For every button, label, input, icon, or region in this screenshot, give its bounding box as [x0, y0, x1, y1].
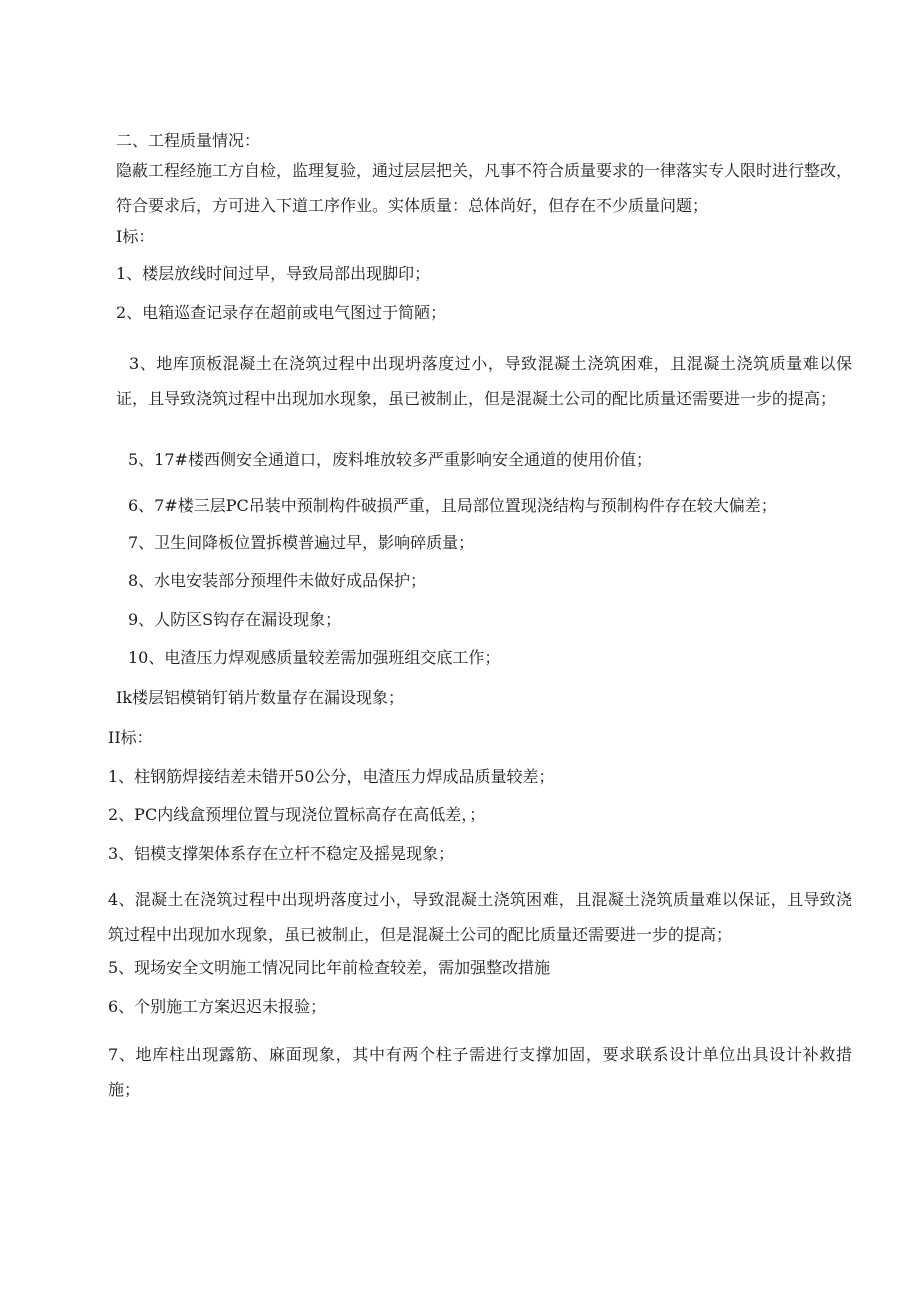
section-1-item: 5、17#楼西侧安全通道口，废料堆放较多严重影响安全通道的使用价值；	[128, 450, 652, 469]
intro-paragraph: 隐蔽工程经施工方自检，监理复验，通过层层把关，凡事不符合质量要求的一律落实专人限时进行整改，符合要求后，方可进入下道工序作业。实体质量：总体尚好，但存在不少质量问题；	[116, 161, 853, 215]
section-2-item: 5、现场安全文明施工情况同比年前检查较差，需加强整改措施	[108, 958, 551, 977]
section-2-item: 1、柱钢筋焊接结差未错开50公分，电渣压力焊成品质量较差；	[108, 767, 555, 786]
section-1-item: 2、电箱巡查记录存在超前或电气图过于简陋；	[116, 303, 447, 322]
section-1-item: 8、水电安装部分预埋件未做好成品保护；	[128, 571, 427, 590]
section-1-item: 1、楼层放线时间过早，导致局部出现脚印；	[116, 264, 431, 283]
section-1-item: 6、7#楼三层PC吊装中预制构件破损严重，且局部位置现浇结构与预制构件存在较大偏差；	[128, 496, 777, 515]
section-1-item: 9、人防区S钩存在漏设现象；	[128, 610, 342, 629]
section-1-item: 10、电渣压力焊观感质量较差需加强班组交底工作；	[128, 648, 501, 667]
section-2-item: 2、PC内线盒预埋位置与现浇位置标高存在高低差，；	[108, 805, 486, 824]
section-2-label: II标：	[108, 728, 153, 747]
section-1-item: 3、地库顶板混凝土在浇筑过程中出现坍落度过小，导致混凝土浇筑困难，且混凝土浇筑质量难以保证，且导致浇筑过程中出现加水现象，虽已被制止，但是混凝土公司的配比质量还需要进一步的提高；	[116, 354, 852, 408]
section-1-label: I标：	[116, 227, 155, 246]
section-1-item: 7、卫生间降板位置拆模普遍过早，影响碎质量；	[128, 533, 475, 552]
section-2-item: 3、铝模支撑架体系存在立杆不稳定及摇晃现象；	[108, 844, 455, 863]
section-2-item: 6、个别施工方案迟迟未报验；	[108, 997, 327, 1016]
section-2-item: 4、混凝土在浇筑过程中出现坍落度过小，导致混凝土浇筑困难，且混凝土浇筑质量难以保证，且导致浇筑过程中出现加水现象，虽已被制止，但是混凝土公司的配比质量还需要进一步的提高；	[108, 890, 852, 944]
section-1-item: Ik楼层铝模销钉销片数量存在漏设现象；	[116, 688, 405, 707]
section-2-item: 7、地库柱出现露筋、麻面现象，其中有两个柱子需进行支撑加固，要求联系设计单位出具设计补救措施；	[108, 1045, 852, 1099]
section-heading: 二、工程质量情况：	[116, 131, 261, 150]
